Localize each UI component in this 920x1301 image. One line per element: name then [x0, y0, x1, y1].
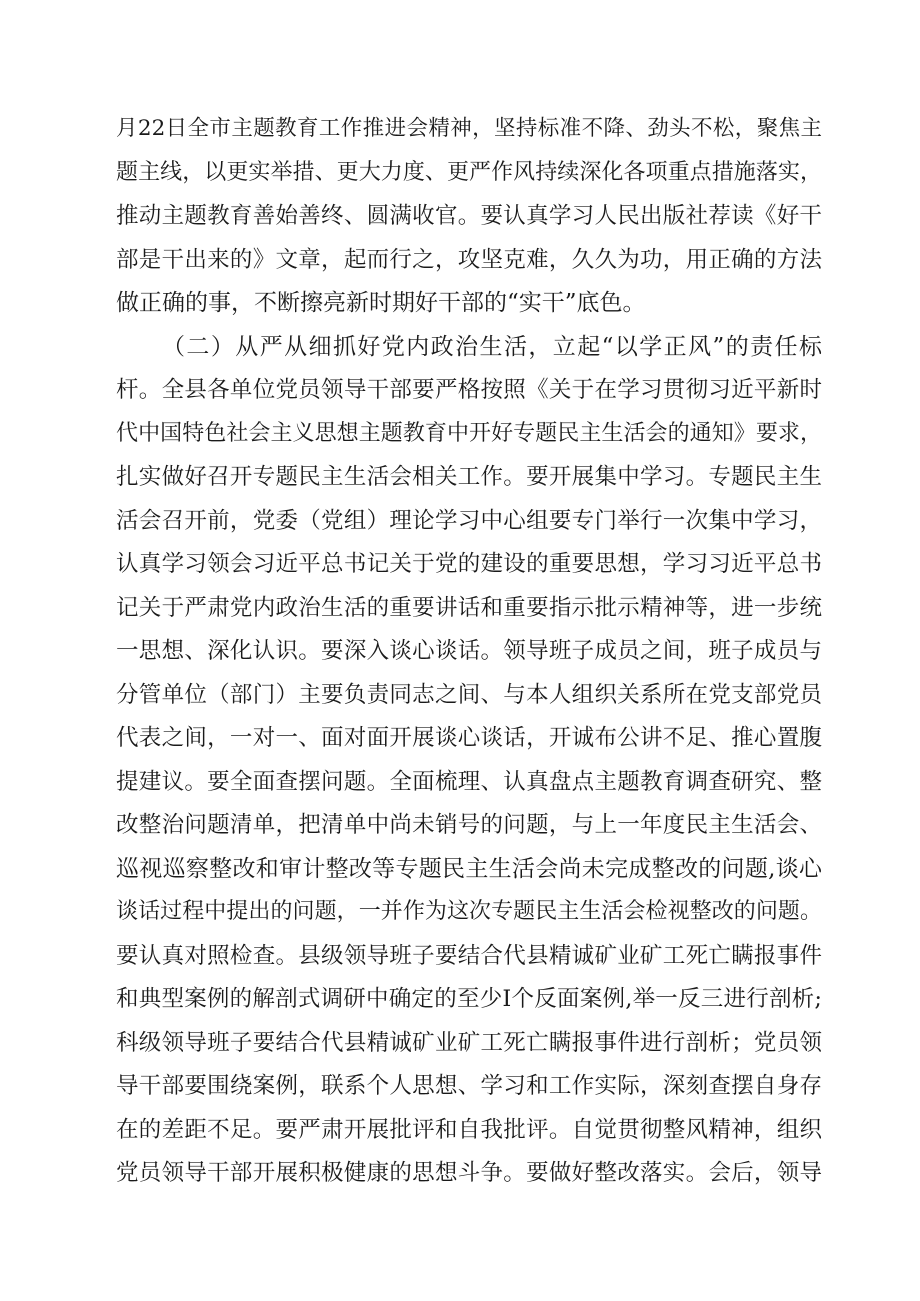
text-line: 分管单位（部门）主要负责同志之间、与本人组织关系所在党支部党员 — [116, 682, 822, 708]
text-line: 科级领导班子要结合代县精诚矿业矿工死亡瞒报事件进行剖析；党员领 — [116, 1030, 822, 1056]
text-line: 一思想、深化认识。要深入谈心谈话。领导班子成员之间，班子成员与 — [116, 638, 822, 664]
section-heading-line: （二）从严从细抓好党内政治生活，立起“以学正风”的责任标 — [162, 334, 822, 360]
text-line: 导干部要围绕案例，联系个人思想、学习和工作实际，深刻查摆自身存 — [116, 1073, 822, 1099]
text-line: 月22日全市主题教育工作推进会精神，坚持标准不降、劲头不松，聚焦主 — [116, 116, 822, 141]
text-line: 在的差距不足。要严肃开展批评和自我批评。自觉贯彻整风精神，组织 — [116, 1117, 822, 1143]
text-line: 部是干出来的》文章，起而行之，攻坚克难，久久为功，用正确的方法 — [116, 247, 822, 273]
text-line: 记关于严肃党内政治生活的重要讲话和重要指示批示精神等，进一步统 — [116, 595, 822, 621]
text-line: 巡视巡察整改和审计整改等专题民主生活会尚未完成整改的问题,谈心 — [116, 856, 822, 882]
text-line: 认真学习领会习近平总书记关于党的建设的重要思想，学习习近平总书 — [116, 551, 822, 577]
text-line: 杆。全县各单位党员领导干部要严格按照《关于在学习贯彻习近平新时 — [116, 377, 822, 403]
text-line: 活会召开前，党委（党组）理论学习中心组要专门举行一次集中学习， — [116, 508, 822, 534]
text-line: 提建议。要全面查摆问题。全面梳理、认真盘点主题教育调查研究、整 — [116, 769, 822, 795]
text-line: 代中国特色社会主义思想主题教育中开好专题民主生活会的通知》要求， — [116, 421, 822, 446]
text-line: 题主线，以更实举措、更大力度、更严作风持续深化各项重点措施落实， — [116, 160, 822, 185]
text-line: 推动主题教育善始善终、圆满收官。要认真学习人民出版社荐读《好干 — [116, 203, 822, 229]
text-line: 和典型案例的解剖式调研中确定的至少I个反面案例,举一反三进行剖析; — [116, 986, 822, 1012]
text-line: 代表之间，一对一、面对面开展谈心谈话，开诚布公讲不足、推心置腹 — [116, 725, 822, 751]
text-line: 改整治问题清单，把清单中尚未销号的问题，与上一年度民主生活会、 — [116, 812, 822, 838]
text-line: 谈话过程中提出的问题，一并作为这次专题民主生活会检视整改的问题。 — [116, 899, 822, 924]
text-line: 做正确的事，不断擦亮新时期好干部的“实干”底色。 — [116, 290, 646, 316]
text-line: 要认真对照检查。县级领导班子要结合代县精诚矿业矿工死亡瞒报事件 — [116, 943, 822, 969]
text-line: 党员领导干部开展积极健康的思想斗争。要做好整改落实。会后，领导 — [116, 1160, 822, 1186]
text-line: 扎实做好召开专题民主生活会相关工作。要开展集中学习。专题民主生 — [116, 464, 822, 490]
